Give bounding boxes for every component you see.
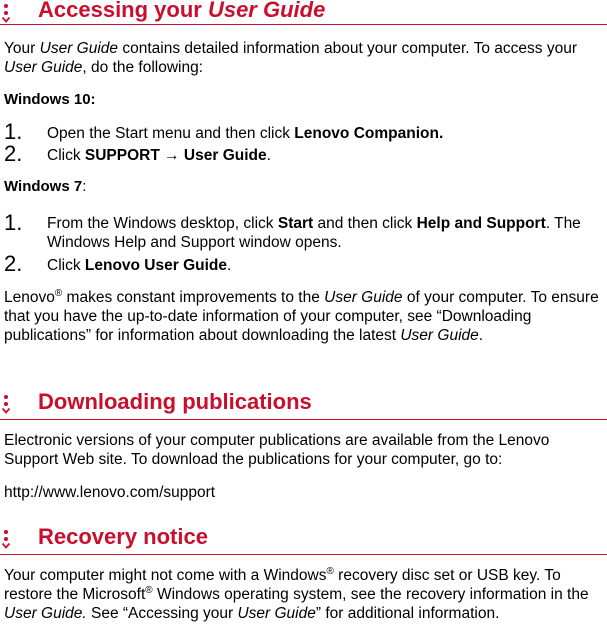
- support-url: http://www.lenovo.com/support: [4, 484, 216, 501]
- step-number: 2.: [4, 141, 23, 166]
- step-number: 2.: [4, 251, 23, 276]
- step-number: 1.: [4, 119, 23, 144]
- section-heading-accessing-user-guide: [0, 0, 607, 25]
- windows-10-label: Windows 10:: [4, 91, 96, 108]
- section-heading-downloading-publications: [0, 389, 607, 420]
- heading-title: Accessing your User Guide: [38, 0, 326, 22]
- lenovo-note-paragraph: Lenovo® makes constant improvements to the User Guide of your computer. To ensure that you have the up-to-date information of your computer, see “Downloading publications” for information about downloading the latest User Guide.: [4, 287, 599, 344]
- recovery-paragraph: Your computer might not come with a Windows® recovery disc set or USB key. To restore the Microsoft® Windows operating system, see the recovery information in the User Guide. See “Accessing your User Guide” for additional information.: [4, 565, 589, 622]
- step-number: 1.: [4, 210, 23, 235]
- windows-10-step-2: Click SUPPORT → User Guide.: [47, 147, 271, 164]
- section-marker-icon: [2, 394, 10, 414]
- section-marker-icon: [2, 529, 10, 549]
- section-heading-recovery-notice: [0, 524, 607, 555]
- windows-7-step-2: Click Lenovo User Guide.: [47, 257, 232, 274]
- downloading-paragraph: Electronic versions of your computer publications are available from the Lenovo Support Web site. To download the publications for your computer, go to:: [4, 432, 550, 468]
- intro-paragraph: Your User Guide contains detailed information about your computer. To access your User Guide, do the following:: [4, 40, 577, 76]
- heading-title: Downloading publications: [38, 389, 312, 414]
- windows-7-label: Windows 7:: [4, 178, 87, 195]
- windows-7-step-1: From the Windows desktop, click Start and then click Help and Support. The Windows Help and Support window opens.: [47, 215, 581, 251]
- heading-title: Recovery notice: [38, 524, 208, 549]
- section-marker-icon: [2, 3, 10, 23]
- windows-10-step-1: Open the Start menu and then click Lenovo Companion.: [47, 125, 444, 142]
